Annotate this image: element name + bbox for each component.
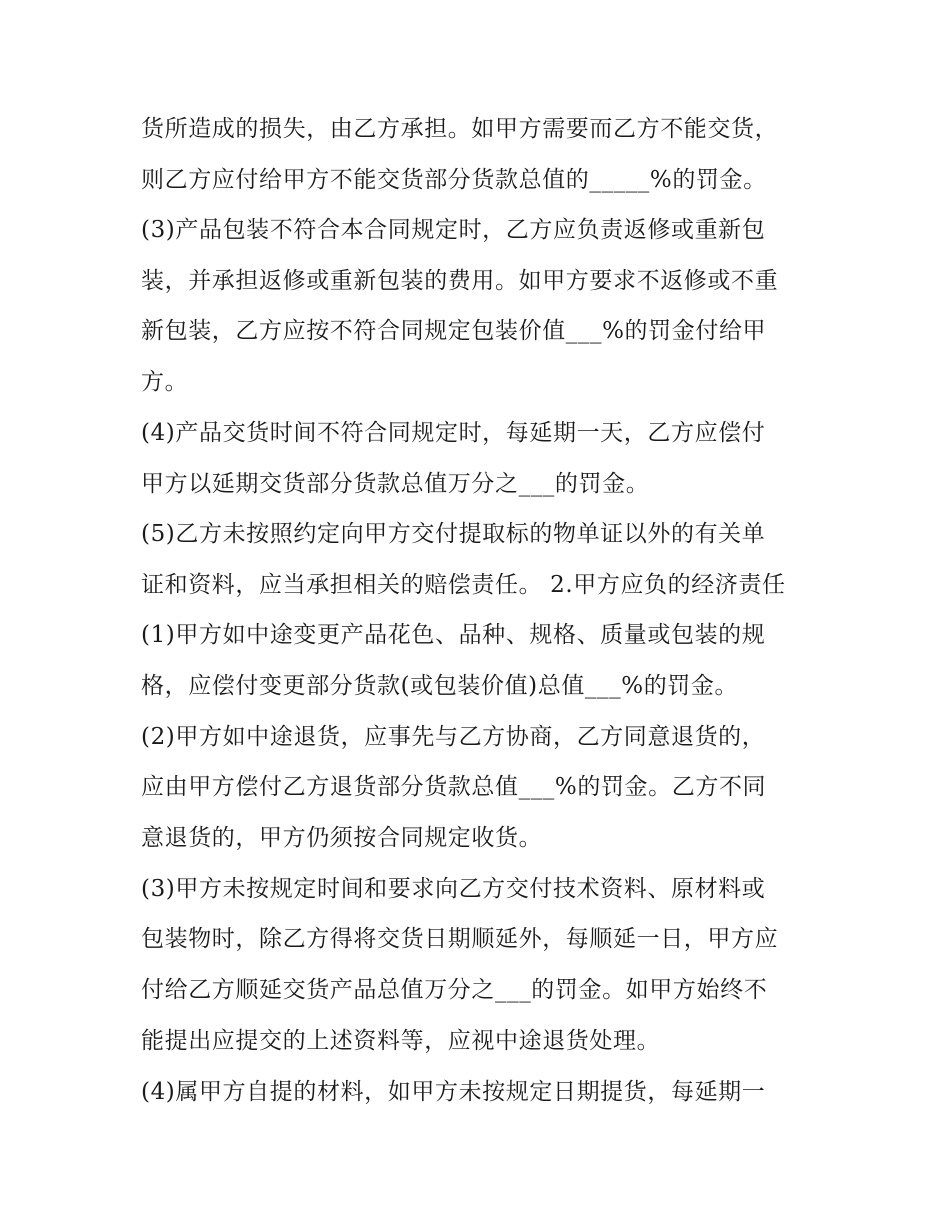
text-line-7: (4)产品交货时间不符合同规定时，每延期一天，乙方应偿付	[141, 420, 766, 446]
text-line-20: (4)属甲方自提的材料，如甲方未按规定日期提货，每延期一	[141, 1079, 766, 1105]
text-line-6: 方。	[141, 369, 189, 395]
text-line-13: (2)甲方如中途退货，应事先与乙方协商，乙方同意退货的，	[141, 724, 766, 750]
text-line-16: (3)甲方未按规定时间和要求向乙方交付技术资料、原材料或	[141, 876, 766, 902]
text-line-8: 甲方以延期交货部分货款总值万分之___的罚金。	[141, 471, 650, 497]
text-line-3: (3)产品包装不符合本合同规定时，乙方应负责返修或重新包	[141, 217, 766, 243]
text-line-1: 货所造成的损失，由乙方承担。如甲方需要而乙方不能交货，	[141, 116, 779, 142]
text-line-14: 应由甲方偿付乙方退货部分货款总值___%的罚金。乙方不同	[141, 774, 767, 800]
text-line-5: 新包装，乙方应按不符合同规定包装价值___%的罚金付给甲	[141, 318, 767, 344]
text-line-10: 证和资料，应当承担相关的赔偿责任。 2.甲方应负的经济责任	[141, 572, 786, 598]
text-line-9: (5)乙方未按照约定向甲方交付提取标的物单证以外的有关单	[141, 521, 766, 547]
text-line-19: 能提出应提交的上述资料等，应视中途退货处理。	[141, 1028, 661, 1054]
text-line-17: 包装物时，除乙方得将交货日期顺延外，每顺延一日，甲方应	[141, 926, 779, 952]
text-line-4: 装，并承担返修或重新包装的费用。如甲方要求不返修或不重	[141, 268, 779, 294]
text-line-11: (1)甲方如中途变更产品花色、品种、规格、质量或包装的规	[141, 622, 766, 648]
text-line-12: 格，应偿付变更部分货款(或包装价值)总值___%的罚金。	[141, 673, 739, 699]
text-line-18: 付给乙方顺延交货产品总值万分之___的罚金。如甲方始终不	[141, 977, 768, 1003]
text-line-2: 则乙方应付给甲方不能交货部分货款总值的_____%的罚金。	[141, 167, 767, 193]
text-line-15: 意退货的，甲方仍须按合同规定收货。	[141, 825, 543, 851]
